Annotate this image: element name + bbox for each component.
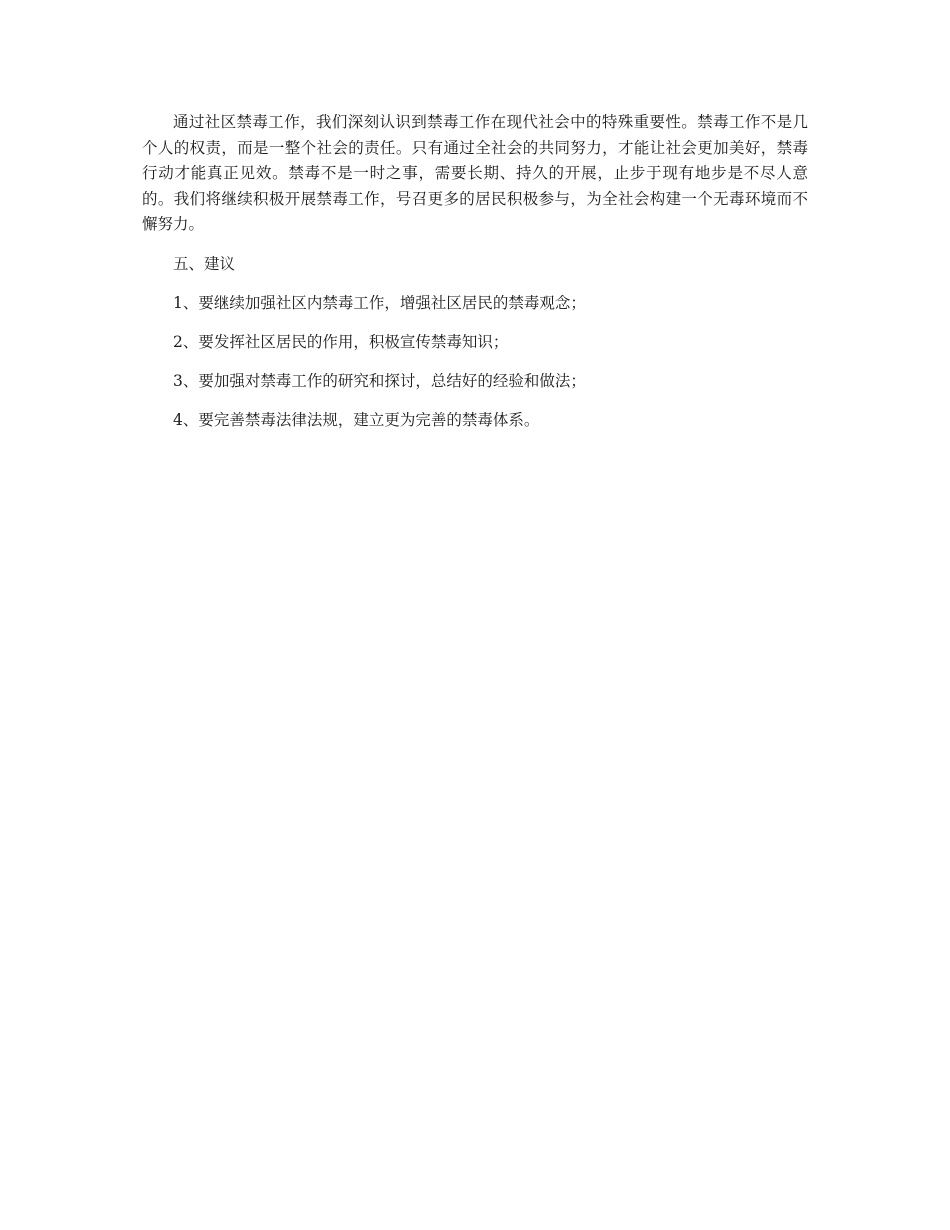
section-heading: 五、建议 <box>173 254 236 273</box>
suggestion-list <box>142 291 808 434</box>
document-body <box>142 110 808 433</box>
suggestion-item: 3、要加强对禁毒工作的研究和探讨，总结好的经验和做法； <box>173 371 586 390</box>
suggestion-item: 2、要发挥社区居民的作用，积极宣传禁毒知识； <box>173 332 509 351</box>
suggestion-item: 1、要继续加强社区内禁毒工作，增强社区居民的禁毒观念； <box>173 293 586 312</box>
conclusion-paragraph: 通过社区禁毒工作，我们深刻认识到禁毒工作在现代社会中的特殊重要性。禁毒工作不是几个人的权责，而是一整个社会的责任。只有通过全社会的共同努力，才能让社会更加美好，禁毒行动才能真正见效。禁毒不是一时之事，需要长期、持久的开展，止步于现有地步是不尽人意的。我们将继续积极开展禁毒工作，号召更多的居民积极参与，为全社会构建一个无毒环境而不懈努力。 <box>142 113 808 233</box>
suggestion-item: 4、要完善禁毒法律法规，建立更为完善的禁毒体系。 <box>173 410 540 429</box>
